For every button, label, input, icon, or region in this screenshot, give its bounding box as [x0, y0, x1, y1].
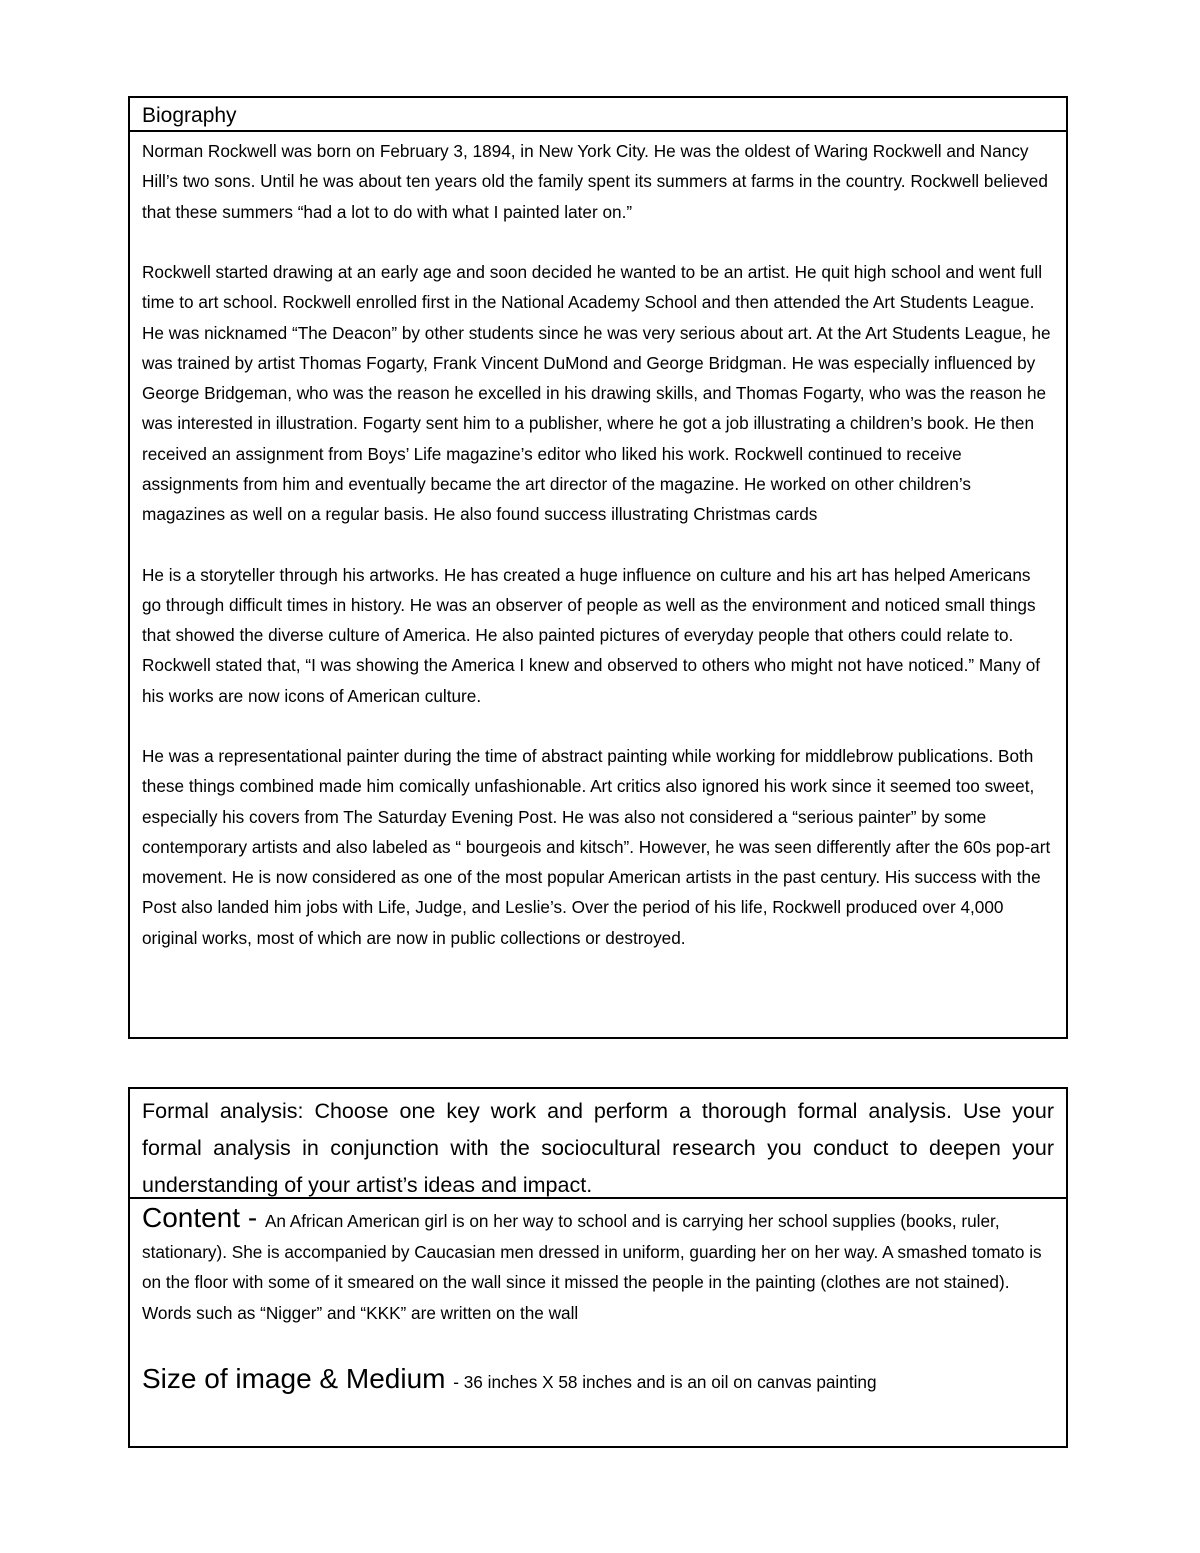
- size-medium-paragraph: [142, 1364, 1054, 1398]
- formal-analysis-box: [128, 1087, 1068, 1448]
- biography-body: [130, 132, 1066, 953]
- content-label: Content -: [142, 1202, 265, 1233]
- biography-box: [128, 96, 1068, 1039]
- formal-analysis-body: [130, 1199, 1066, 1398]
- biography-paragraph: He was a representational painter during the time of abstract painting while working for middlebrow publications. Both these things combined made him comically unfashionable. Art critics also ignored his work since it seemed too sweet, especially his covers from The Saturday Evening Post. He was also not considered a “serious painter” by some contemporary artists and also labeled as “ bourgeois and kitsch”. However, he was seen differently after the 60s pop-art movement. He is now considered as one of the most popular American artists in the past century. His success with the Post also landed him jobs with Life, Judge, and Leslie’s. Over the period of his life, Rockwell produced over 4,000 original works, most of which are now in public collections or destroyed.: [142, 746, 1051, 948]
- content-paragraph: [142, 1203, 1054, 1328]
- biography-paragraph: He is a storyteller through his artworks. He has created a huge influence on culture and his art has helped Americans go through difficult times in history. He was an observer of people as well as the environment and noticed small things that showed the diverse culture of America. He also painted pictures of everyday people that others could relate to. Rockwell stated that, “I was showing the America I knew and observed to others who might not have noticed.” Many of his works are now icons of American culture.: [142, 564, 1041, 706]
- biography-paragraph: Rockwell started drawing at an early age and soon decided he wanted to be an artist. He quit high school and went full time to art school. Rockwell enrolled first in the National Academy School and then attended the Art Students League. He was nicknamed “The Deacon” by other students since he was very serious about art. At the Art Students League, he was trained by artist Thomas Fogarty, Frank Vincent DuMond and George Bridgman. He was especially influenced by George Bridgeman, who was the reason he excelled in his drawing skills, and Thomas Fogarty, who was the reason he was interested in illustration. Fogarty sent him to a publisher, where he got a job illustrating a children’s book. He then received an assignment from Boys’ Life magazine’s editor who liked his work. Rockwell continued to receive assignments from him and eventually became the art director of the magazine. He worked on other children’s magazines as well on a regular basis. He also found success illustrating Christmas cards: [142, 262, 1051, 524]
- content-text: An African American girl is on her way to school and is carrying her school supplies (books, ruler, stationary). She is accompanied by Caucasian men dressed in uniform, guarding her on her way. A smashed tomato is on the floor with some of it smeared on the wall since it missed the people in the painting (clothes are not stained). Words such as “Nigger” and “KKK” are written on the wall: [142, 1211, 1042, 1323]
- size-medium-text: - 36 inches X 58 inches and is an oil on canvas painting: [453, 1372, 877, 1392]
- biography-heading: Biography: [130, 98, 1066, 132]
- size-medium-label: Size of image & Medium: [142, 1363, 454, 1394]
- biography-paragraph: Norman Rockwell was born on February 3, 1894, in New York City. He was the oldest of Waring Rockwell and Nancy Hill’s two sons. Until he was about ten years old the family spent its summers at farms in the country. Rockwell believed that these summers “had a lot to do with what I painted later on.”: [142, 141, 1048, 222]
- formal-analysis-prompt: Formal analysis: Choose one key work and perform a thorough formal analysis. Use your formal analysis in conjunction with the sociocultural research you conduct to deepen your understanding of your artist’s ideas and impact.: [130, 1089, 1066, 1199]
